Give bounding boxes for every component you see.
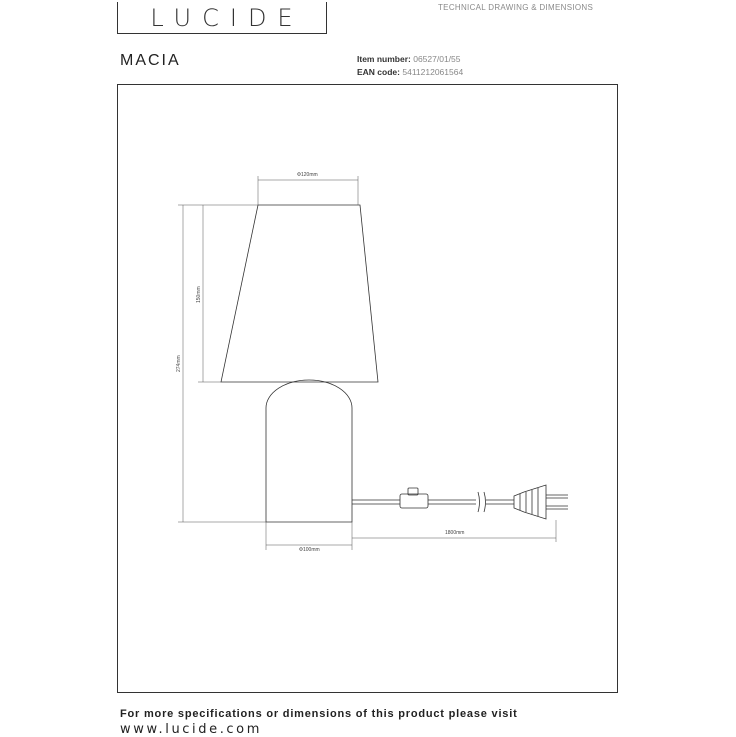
- section-heading: TECHNICAL DRAWING & DIMENSIONS: [438, 3, 594, 12]
- shade-diameter-label: Φ120mm: [297, 172, 318, 178]
- cable-length-label: 1800mm: [445, 530, 465, 536]
- lamp-base: [266, 380, 352, 522]
- total-height-label: 274mm: [176, 355, 182, 372]
- ean-label: EAN code:: [357, 67, 400, 77]
- footer-text: For more specifications or dimensions of this product please visit: [120, 708, 518, 720]
- website-link[interactable]: www.lucide.com: [120, 722, 262, 737]
- ean-value: 5411212061564: [402, 67, 464, 77]
- item-number-label: Item number:: [357, 54, 411, 64]
- item-number-value: 06527/01/55: [413, 54, 461, 64]
- shade-height-label: 150mm: [196, 286, 202, 303]
- power-cable: [352, 488, 514, 512]
- lamp-shade: [221, 205, 378, 382]
- product-name: MACIA: [120, 52, 181, 69]
- power-plug: [514, 485, 568, 519]
- lucide-logo: LUCIDE: [117, 2, 327, 34]
- base-diameter-label: Φ100mm: [299, 547, 320, 553]
